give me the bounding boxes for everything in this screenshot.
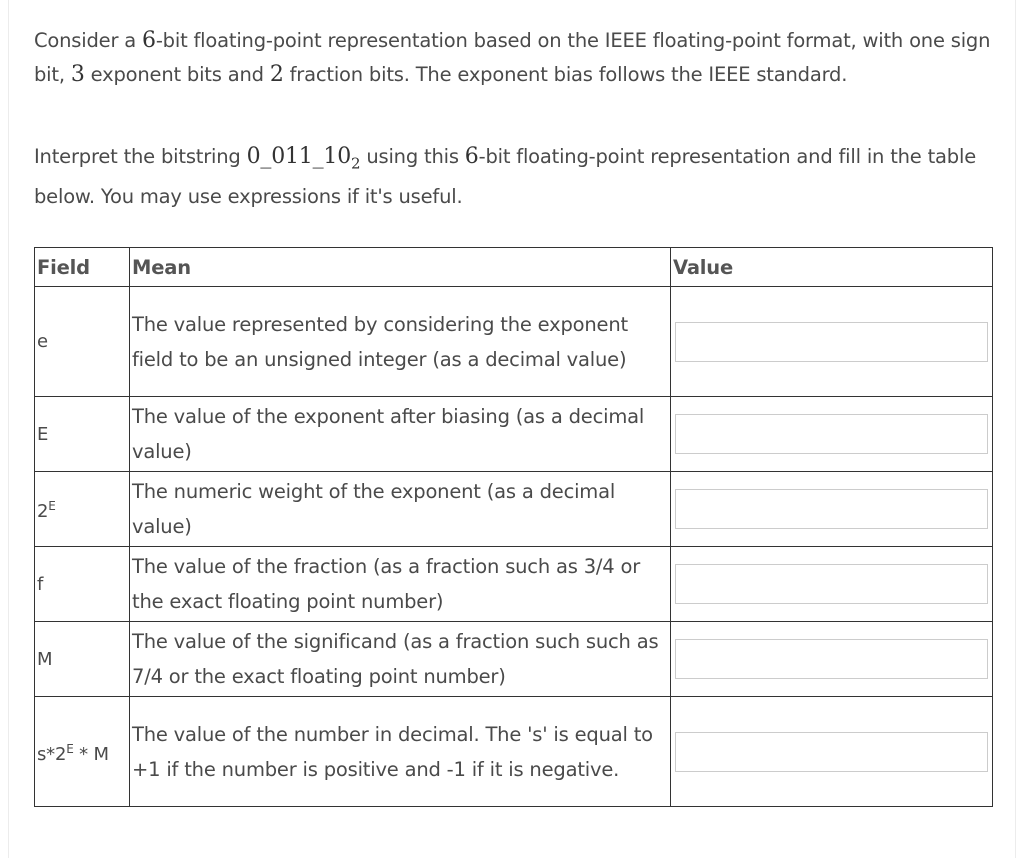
mean-f: The value of the fraction (as a fraction such as 3/4 or the exact floating point number) [130,547,671,622]
field-e: e [35,287,130,397]
intro-paragraph-2: Interpret the bitstring $0\_011\_10_2$ using this 6-bit floating-point representation and fill in the table below. You may use expressions if it's useful. [34,144,976,209]
header-field: Field [35,248,130,287]
mean-2E: The numeric weight of the exponent (as a decimal value) [130,472,671,547]
table-row-M [35,622,993,697]
answer-table [34,247,993,807]
value-input-value[interactable] [675,732,988,772]
field-M: M [35,622,130,697]
value-cell-value [671,697,993,807]
mean-e: The value represented by considering the exponent field to be an unsigned integer (as a decimal value) [130,287,671,397]
field-E: E [35,397,130,472]
table-row-value [35,697,993,807]
table-row-e [35,287,993,397]
mean-E: The value of the exponent after biasing (as a decimal value) [130,397,671,472]
value-input-E[interactable] [675,414,988,454]
value-input-M[interactable] [675,639,988,679]
mean-M: The value of the significand (as a fraction such such as 7/4 or the exact floating point number) [130,622,671,697]
bitstring: $0\_011\_10_2$ [246,144,361,173]
value-cell-e [671,287,993,397]
intro-paragraph-1: Consider a 6-bit floating-point representation based on the IEEE floating-point format, with one sign bit, 3 exponent bits and 2 fraction bits. The exponent bias follows the IEEE standard. [34,28,991,87]
header-mean: Mean [130,248,671,287]
field-f: f [35,547,130,622]
header-value: Value [671,248,993,287]
value-input-2E[interactable] [675,489,988,529]
value-cell-M [671,622,993,697]
field-value: $s*2^E$ * M [35,697,130,807]
mean-value: The value of the number in decimal. The 's' is equal to +1 if the number is positive and -1 if it is negative. [130,697,671,807]
table-header-row [35,248,993,287]
value-cell-2E [671,472,993,547]
page [8,0,1016,858]
table-row-f [35,547,993,622]
table-row-2E [35,472,993,547]
value-cell-E [671,397,993,472]
table-row-E [35,397,993,472]
value-cell-f [671,547,993,622]
field-2E: $2^E$ [35,472,130,547]
value-input-f[interactable] [675,564,988,604]
value-input-e[interactable] [675,322,988,362]
